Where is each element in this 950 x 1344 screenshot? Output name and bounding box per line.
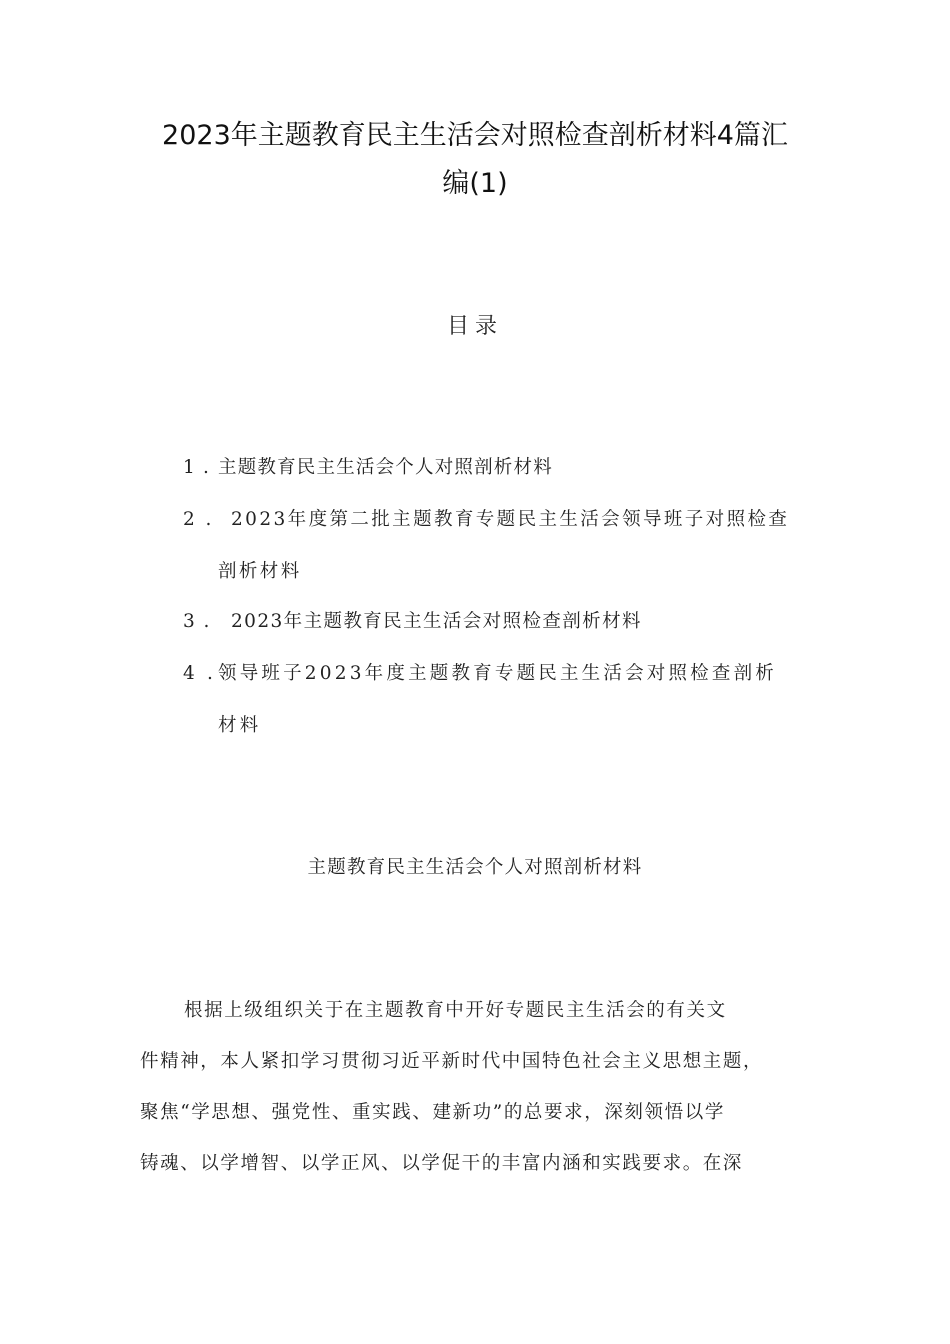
toc-heading: 目录 [446,314,503,339]
toc-item-text: 领导班子2023年度主题教育专题民主生活会对照检查剖析 [218,663,777,684]
toc-item-text: 主题教育民主生活会个人对照剖析材料 [218,457,553,478]
body-paragraph-line-3: 聚焦“学思想、强党性、重实践、建新功”的总要求，深刻领悟以学 [140,1102,725,1123]
document-title [140,112,810,208]
toc-item-number: 3 . [183,611,211,632]
toc-item-text: 2023年度第二批主题教育专题民主生活会领导班子对照检查 [231,509,790,530]
section-heading: 主题教育民主生活会个人对照剖析材料 [307,857,643,878]
toc-item-text-continued: 材料 [218,715,262,736]
toc-item-text-continued: 剖析材料 [218,561,302,582]
body-paragraph-line-1: 根据上级组织关于在主题教育中开好专题民主生活会的有关文 [184,1000,727,1021]
document-title-line-2: 编(1) [442,168,508,199]
toc-item-number: 2 . [183,509,214,530]
toc-item-number: 1 . [183,457,211,478]
toc-item-text: 2023年主题教育民主生活会对照检查剖析材料 [231,611,642,632]
document-title-line-1: 2023年主题教育民主生活会对照检查剖析材料4篇汇 [162,120,788,151]
body-paragraph-line-2: 件精神，本人紧扣学习贯彻习近平新时代中国特色社会主义思想主题， [140,1051,764,1072]
body-paragraph-line-4: 铸魂、以学增智、以学正风、以学促干的丰富内涵和实践要求。在深 [140,1153,744,1174]
toc-item-number: 4 . [183,663,217,684]
